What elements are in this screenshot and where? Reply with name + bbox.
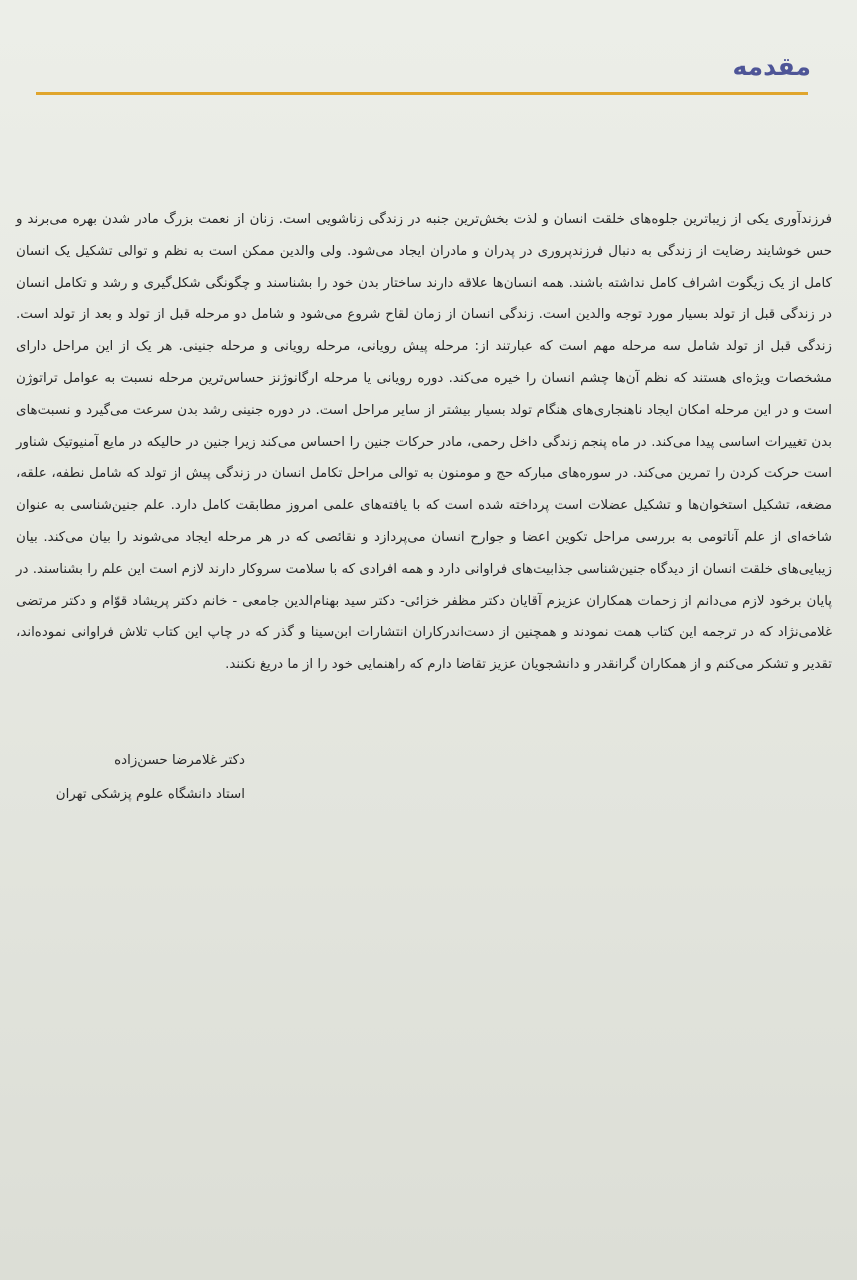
author-signature bbox=[56, 744, 245, 812]
preface-paragraph: فرزندآوری یکی از زیباترین جلوه‌های خلقت انسان و لذت بخش‌ترین جنبه در زندگی زناشویی است. زنان از نعمت بزرگ مادر شدن بهره می‌برند و حس خوشایند رضایت از زندگی به دنبال فرزندپروری در پدران و مادران ایجاد می‌شود. ولی والدین ممکن است به نظم و توالی تشکیل یک انسان کامل از یک زیگوت اشراف کامل نداشته باشند. همه انسان‌ها علاقه دارند ساختار بدن خود را بشناسند و چگونگی شکل‌گیری و رشد و تکامل انسان در زندگی قبل از تولد بسیار مورد توجه والدین است. زندگی انسان از زمان لقاح شروع می‌شود و شامل دو مرحله قبل از تولد و بعد از تولد است. زندگی قبل از تولد شامل سه مرحله مهم است که عبارتند از: مرحله پیش رویانی، مرحله رویانی و مرحله جنینی. هر یک از این مراحل دارای مشخصات ویژه‌ای هستند که نظم آن‌ها چشم انسان را خیره می‌کند. دوره رویانی یا مرحله ارگانوژنز حساس‌ترین مرحله نسبت به عوامل تراتوژن است و در این مرحله امکان ایجاد ناهنجاری‌های هنگام تولد بسیار بیشتر از سایر مراحل است. در دوره جنینی رشد بدن سرعت می‌گیرد و نسبت‌های بدن تغییرات اساسی پیدا می‌کند. در ماه پنجم زندگی داخل رحمی، مادر حرکات جنین را احساس می‌کند زیرا جنین در حالیکه در مایع آمنیوتیک شناور است حرکت کردن را تمرین می‌کند. در سوره‌های مبارکه حج و مومنون به توالی مراحل تکامل انسان در زندگی پیش از تولد که شامل نطفه، علقه، مضغه، تشکیل استخوان‌ها و تشکیل عضلات است پرداخته شده است که با یافته‌های علمی امروز مطابقت کامل دارد. علم جنین‌شناسی به عنوان شاخه‌ای از علم آناتومی به بررسی مراحل تکوین اعضا و جوارح انسان می‌پردازد و نقائصی که در هر مرحله ایجاد می‌شوند را بیان می‌کند. بیان زیبایی‌های خلقت انسان از دیدگاه جنین‌شناسی جذابیت‌های فراوانی دارد و همه افرادی که با سلامت سروکار دارند لازم است این علم را بشناسند. در پایان برخود لازم می‌دانم از زحمات همکاران عزیزم آقایان دکتر مظفر خزائی- دکتر سید بهنام‌الدین جامعی - خانم دکتر پریشاد قوّام و دکتر مرتضی غلامی‌نژاد که در ترجمه این کتاب همت نمودند و همچنین از دست‌اندرکاران انتشارات ابن‌سینا و گذر که در چاپ این کتاب تلاش فراوانی نموده‌اند، تقدیر و تشکر می‌کنم و از همکاران گرانقدر و دانشجویان عزیز تقاضا دارم که راهنمایی خود را از ما دریغ نکنند. bbox=[16, 212, 832, 673]
author-affiliation: استاد دانشگاه علوم پزشکی تهران bbox=[55, 787, 245, 802]
page-title: مقدمه bbox=[732, 52, 811, 81]
author-name: دکتر غلامرضا حسن‌زاده bbox=[114, 753, 245, 768]
title-underline bbox=[36, 92, 808, 95]
